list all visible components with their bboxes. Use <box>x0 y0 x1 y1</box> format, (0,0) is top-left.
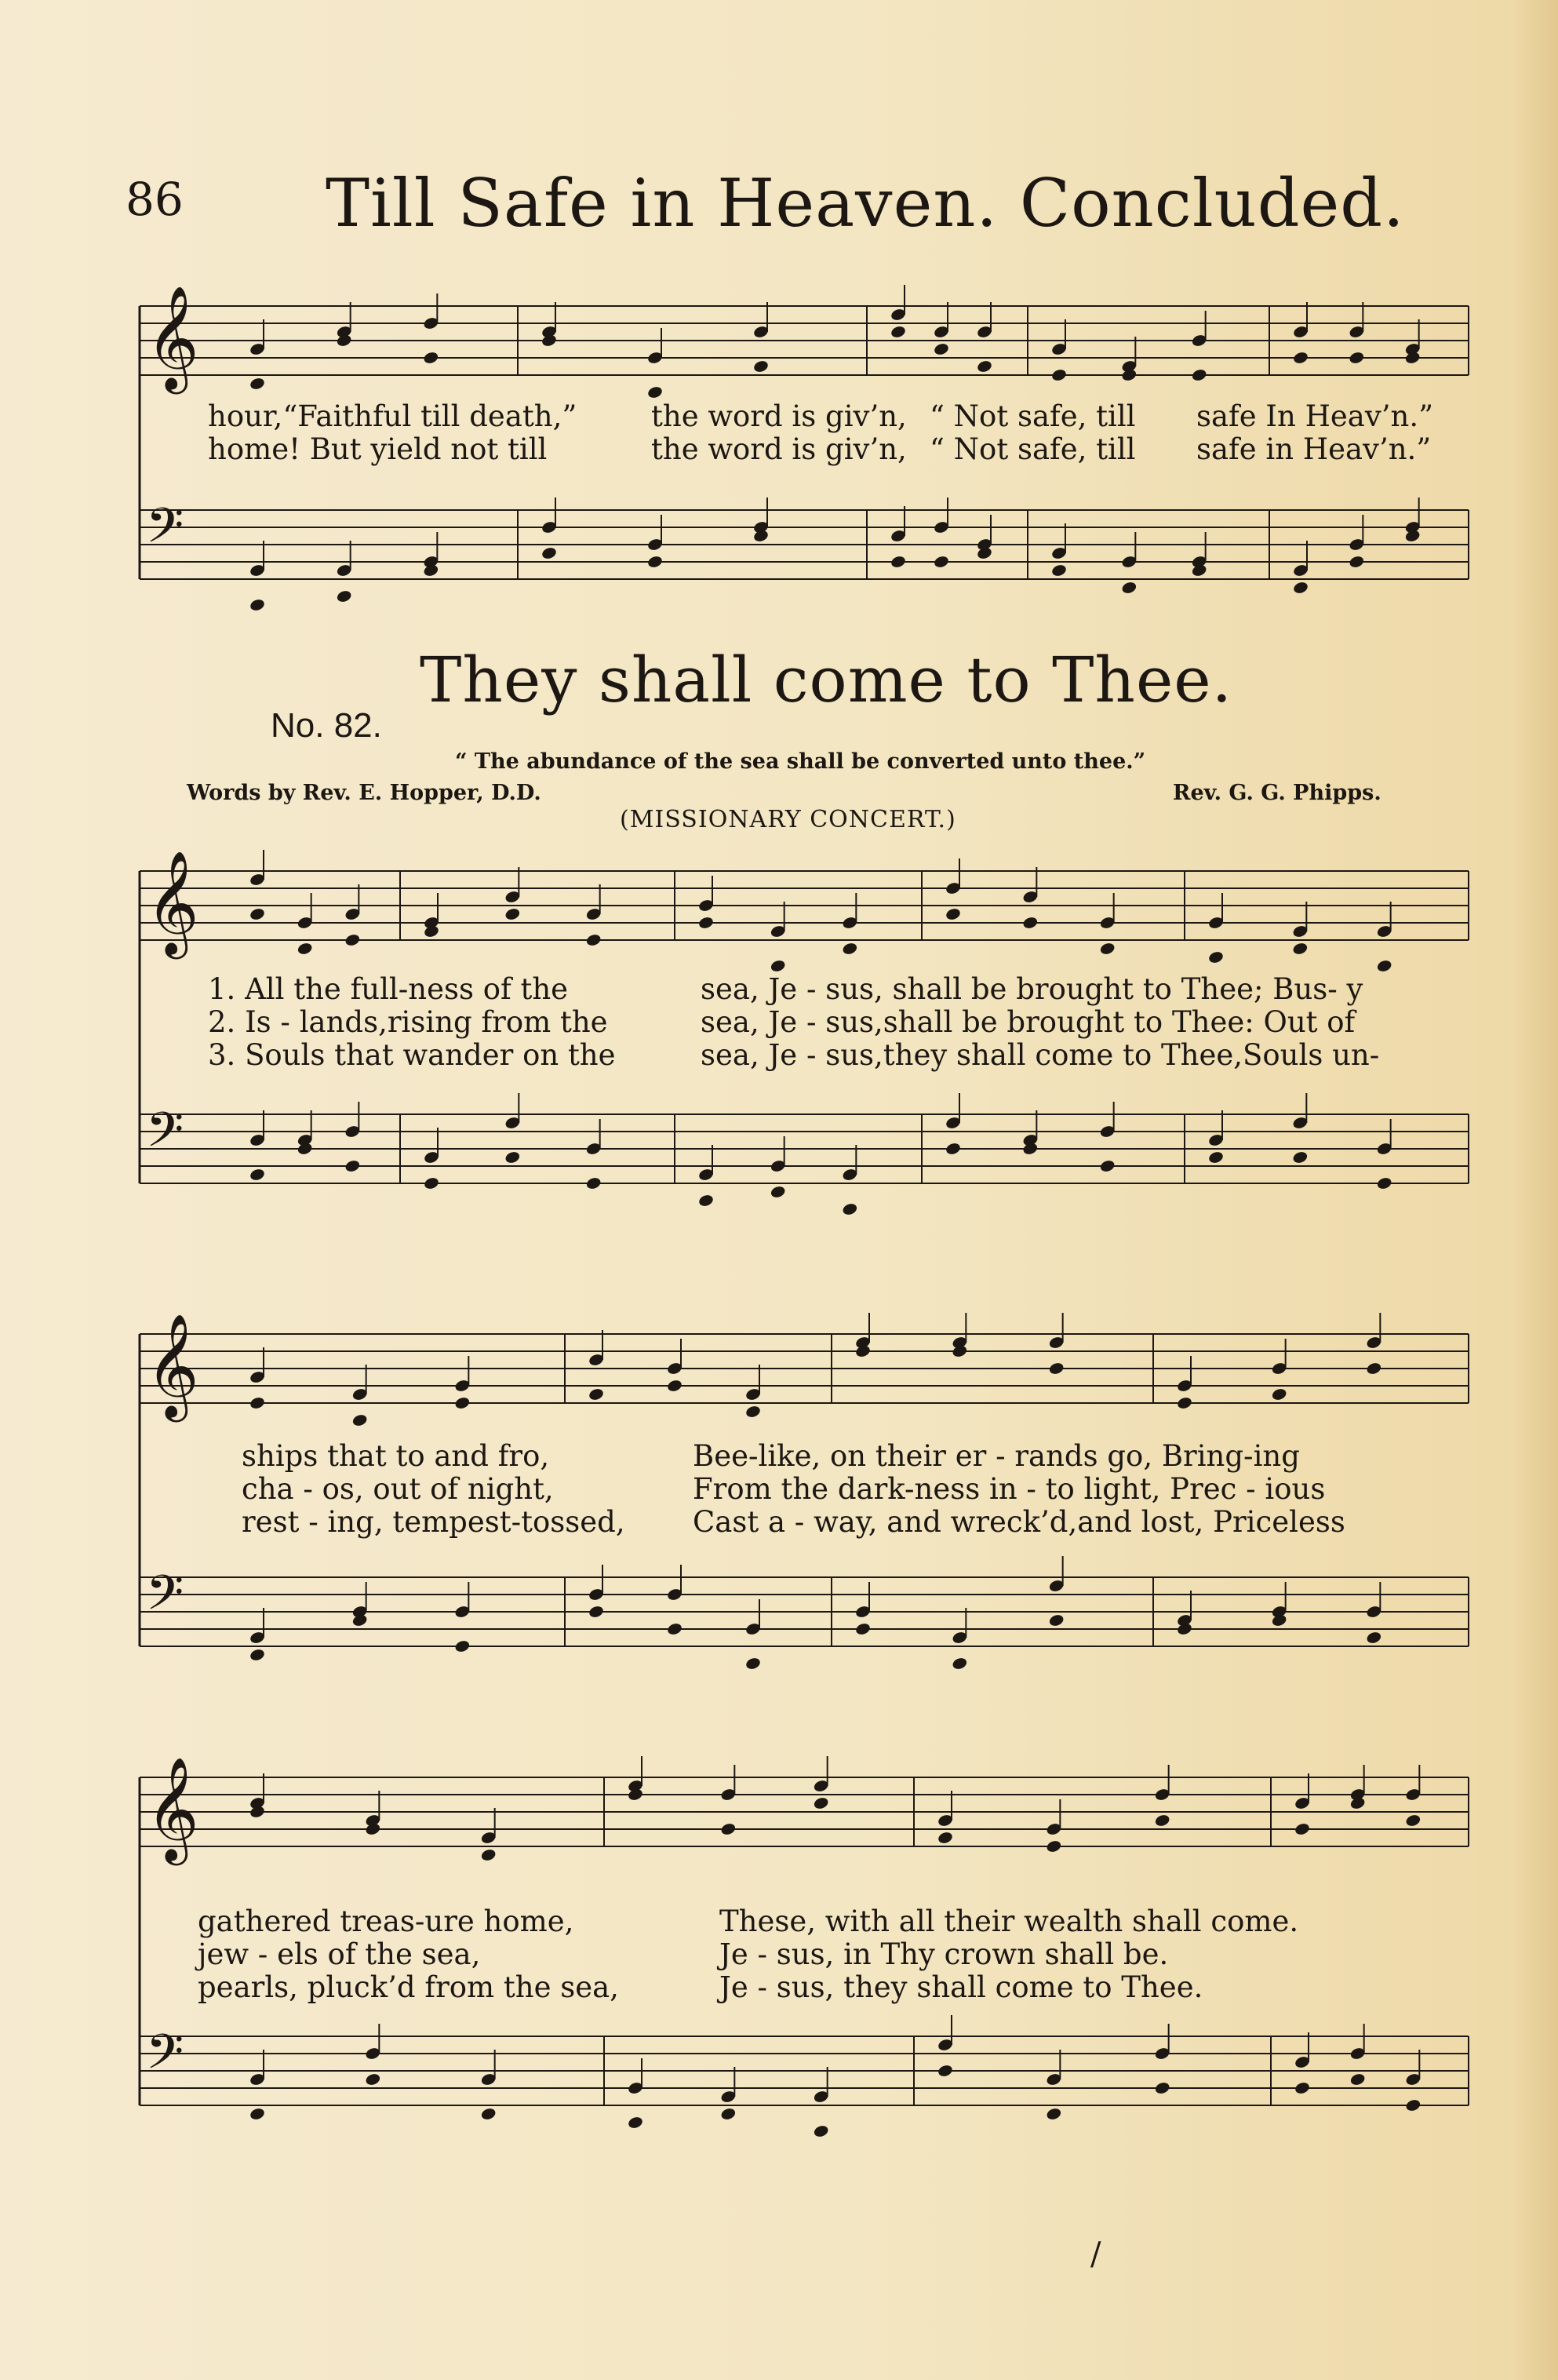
verse-line: 3. Souls that wander on the sea, Je - sus,they shall come to Thee,Souls un- <box>208 1038 1380 1072</box>
notehead <box>1121 581 1138 595</box>
notehead <box>697 1194 714 1208</box>
notehead <box>1046 2107 1062 2121</box>
notehead <box>480 2107 497 2121</box>
notehead <box>937 1831 953 1845</box>
notehead <box>1349 351 1365 365</box>
notehead <box>842 942 858 956</box>
notehead <box>890 555 906 569</box>
notehead <box>952 1657 968 1671</box>
bass-clef: 𝄢 <box>146 2023 184 2092</box>
verse-line: rest - ing, tempest-tossed, Cast a - way, and wreck’d,and lost, Priceless <box>242 1505 1345 1539</box>
notehead <box>585 933 602 947</box>
notehead <box>945 907 961 921</box>
notehead <box>1176 1396 1192 1410</box>
notehead <box>585 1176 602 1190</box>
notehead <box>454 1639 471 1653</box>
notehead <box>588 1605 604 1619</box>
notehead <box>423 1176 439 1190</box>
notehead <box>1046 1839 1062 1853</box>
music-credit: Rev. G. G. Phipps. <box>1173 781 1381 805</box>
notehead <box>933 342 949 356</box>
notehead <box>480 1848 497 1862</box>
prev-lyric-line: hour,“Faithful till death,” the word is giv’n, “ Not safe, till safe In Heav’n.” <box>208 399 1433 433</box>
notehead <box>1292 351 1309 365</box>
notehead <box>1048 1361 1065 1376</box>
notehead <box>1405 2098 1421 2112</box>
notehead <box>1191 368 1207 382</box>
notehead <box>854 1622 871 1636</box>
notehead <box>744 1405 761 1419</box>
notehead <box>1349 2072 1366 2087</box>
notehead <box>1405 1813 1421 1828</box>
notehead <box>1292 942 1309 956</box>
notehead <box>752 359 769 374</box>
verse-line: pearls, pluck’d from the sea, Je - sus, they shall come to Thee. <box>198 1970 1203 2004</box>
hymn-subtitle: (MISSIONARY CONCERT.) <box>620 806 956 833</box>
notehead <box>1294 2081 1310 2095</box>
notehead <box>666 1622 683 1636</box>
notehead <box>249 598 265 612</box>
notehead <box>646 555 663 569</box>
verse-line: ships that to and fro, Bee-like, on their er - rands go, Bring-ing <box>242 1439 1300 1473</box>
prev-lyric-line: home! But yield not till the word is giv’n, “ Not safe, till safe in Heav’n.” <box>208 432 1432 466</box>
bass-clef: 𝄢 <box>146 1564 184 1633</box>
notehead <box>344 1159 361 1173</box>
verse-line: cha - os, out of night, From the dark-ness in - to light, Prec - ious <box>242 1472 1326 1506</box>
verse-line: 1. All the full-ness of the sea, Je - sus, shall be brought to Thee; Bus- y <box>208 972 1363 1006</box>
treble-clef: 𝄞 <box>146 850 199 955</box>
notehead <box>454 1396 471 1410</box>
notehead <box>720 2107 737 2121</box>
verse-lyrics-system-1 <box>208 972 1380 1072</box>
notehead <box>365 2072 381 2087</box>
notehead <box>1292 581 1309 595</box>
notehead <box>297 942 313 956</box>
verse-lyrics-system-2 <box>242 1439 1345 1539</box>
ink-speck: / <box>1090 2236 1101 2272</box>
treble-clef: 𝄞 <box>146 1313 199 1418</box>
treble-clef: 𝄞 <box>146 1756 199 1861</box>
notehead <box>813 1796 829 1810</box>
verse-lyrics-system-3 <box>198 1904 1299 2004</box>
notehead <box>1207 1150 1224 1164</box>
notehead <box>976 359 992 374</box>
notehead <box>1154 2081 1170 2095</box>
notehead <box>249 2107 265 2121</box>
hymn-number: No. 82. <box>271 706 382 745</box>
notehead <box>249 907 265 921</box>
epigraph: “ The abundance of the sea shall be converted unto thee.” <box>455 749 1146 774</box>
notehead <box>890 325 906 339</box>
notehead <box>1207 950 1224 964</box>
notehead <box>842 1202 858 1216</box>
notehead <box>1048 1613 1065 1627</box>
notehead <box>1050 368 1067 382</box>
notehead <box>336 589 352 603</box>
running-title: Till Safe in Heaven. Concluded. <box>326 165 1405 242</box>
notehead <box>770 1185 786 1199</box>
bass-clef: 𝄢 <box>146 497 184 566</box>
notehead <box>344 933 361 947</box>
notehead <box>646 385 663 399</box>
notehead <box>933 555 949 569</box>
prev-lyric-block <box>208 399 1433 466</box>
page-number: 86 <box>126 173 184 226</box>
notehead <box>1099 1159 1116 1173</box>
notehead <box>1376 959 1392 973</box>
notehead <box>351 1413 368 1427</box>
notehead <box>813 2124 829 2138</box>
notehead <box>744 1657 761 1671</box>
hymn-title: They shall come to Thee. <box>420 643 1233 716</box>
notehead <box>1349 555 1365 569</box>
notehead <box>1366 1361 1382 1376</box>
notehead <box>249 1396 265 1410</box>
notehead <box>541 546 557 560</box>
bass-clef: 𝄢 <box>146 1101 184 1170</box>
notehead <box>1154 1813 1170 1828</box>
notehead <box>249 1648 265 1662</box>
notehead <box>1050 563 1067 578</box>
notehead <box>770 959 786 973</box>
notehead <box>588 1387 604 1401</box>
notehead <box>697 916 714 930</box>
verse-line: 2. Is - lands,rising from the sea, Je - sus,shall be brought to Thee: Out of <box>208 1005 1356 1039</box>
notehead <box>945 1142 961 1156</box>
notehead <box>1366 1631 1382 1645</box>
verse-line: jew - els of the sea, Je - sus, in Thy crown shall be. <box>198 1937 1169 1971</box>
notehead <box>1376 1176 1392 1190</box>
notehead <box>666 1379 683 1393</box>
notehead <box>504 907 521 921</box>
notehead <box>504 1150 521 1164</box>
words-credit: Words by Rev. E. Hopper, D.D. <box>187 781 541 805</box>
treble-clef: 𝄞 <box>146 285 199 390</box>
notehead <box>1271 1387 1287 1401</box>
verse-line: gathered treas-ure home, These, with all their wealth shall come. <box>198 1904 1299 1938</box>
notehead <box>423 351 439 365</box>
notehead <box>1294 1822 1310 1836</box>
notehead <box>249 377 265 391</box>
notehead <box>1022 916 1039 930</box>
notehead <box>720 1822 737 1836</box>
notehead <box>1099 942 1116 956</box>
notehead <box>937 2064 953 2078</box>
notehead <box>249 1168 265 1182</box>
notehead <box>627 2116 643 2130</box>
notehead <box>1292 1150 1309 1164</box>
